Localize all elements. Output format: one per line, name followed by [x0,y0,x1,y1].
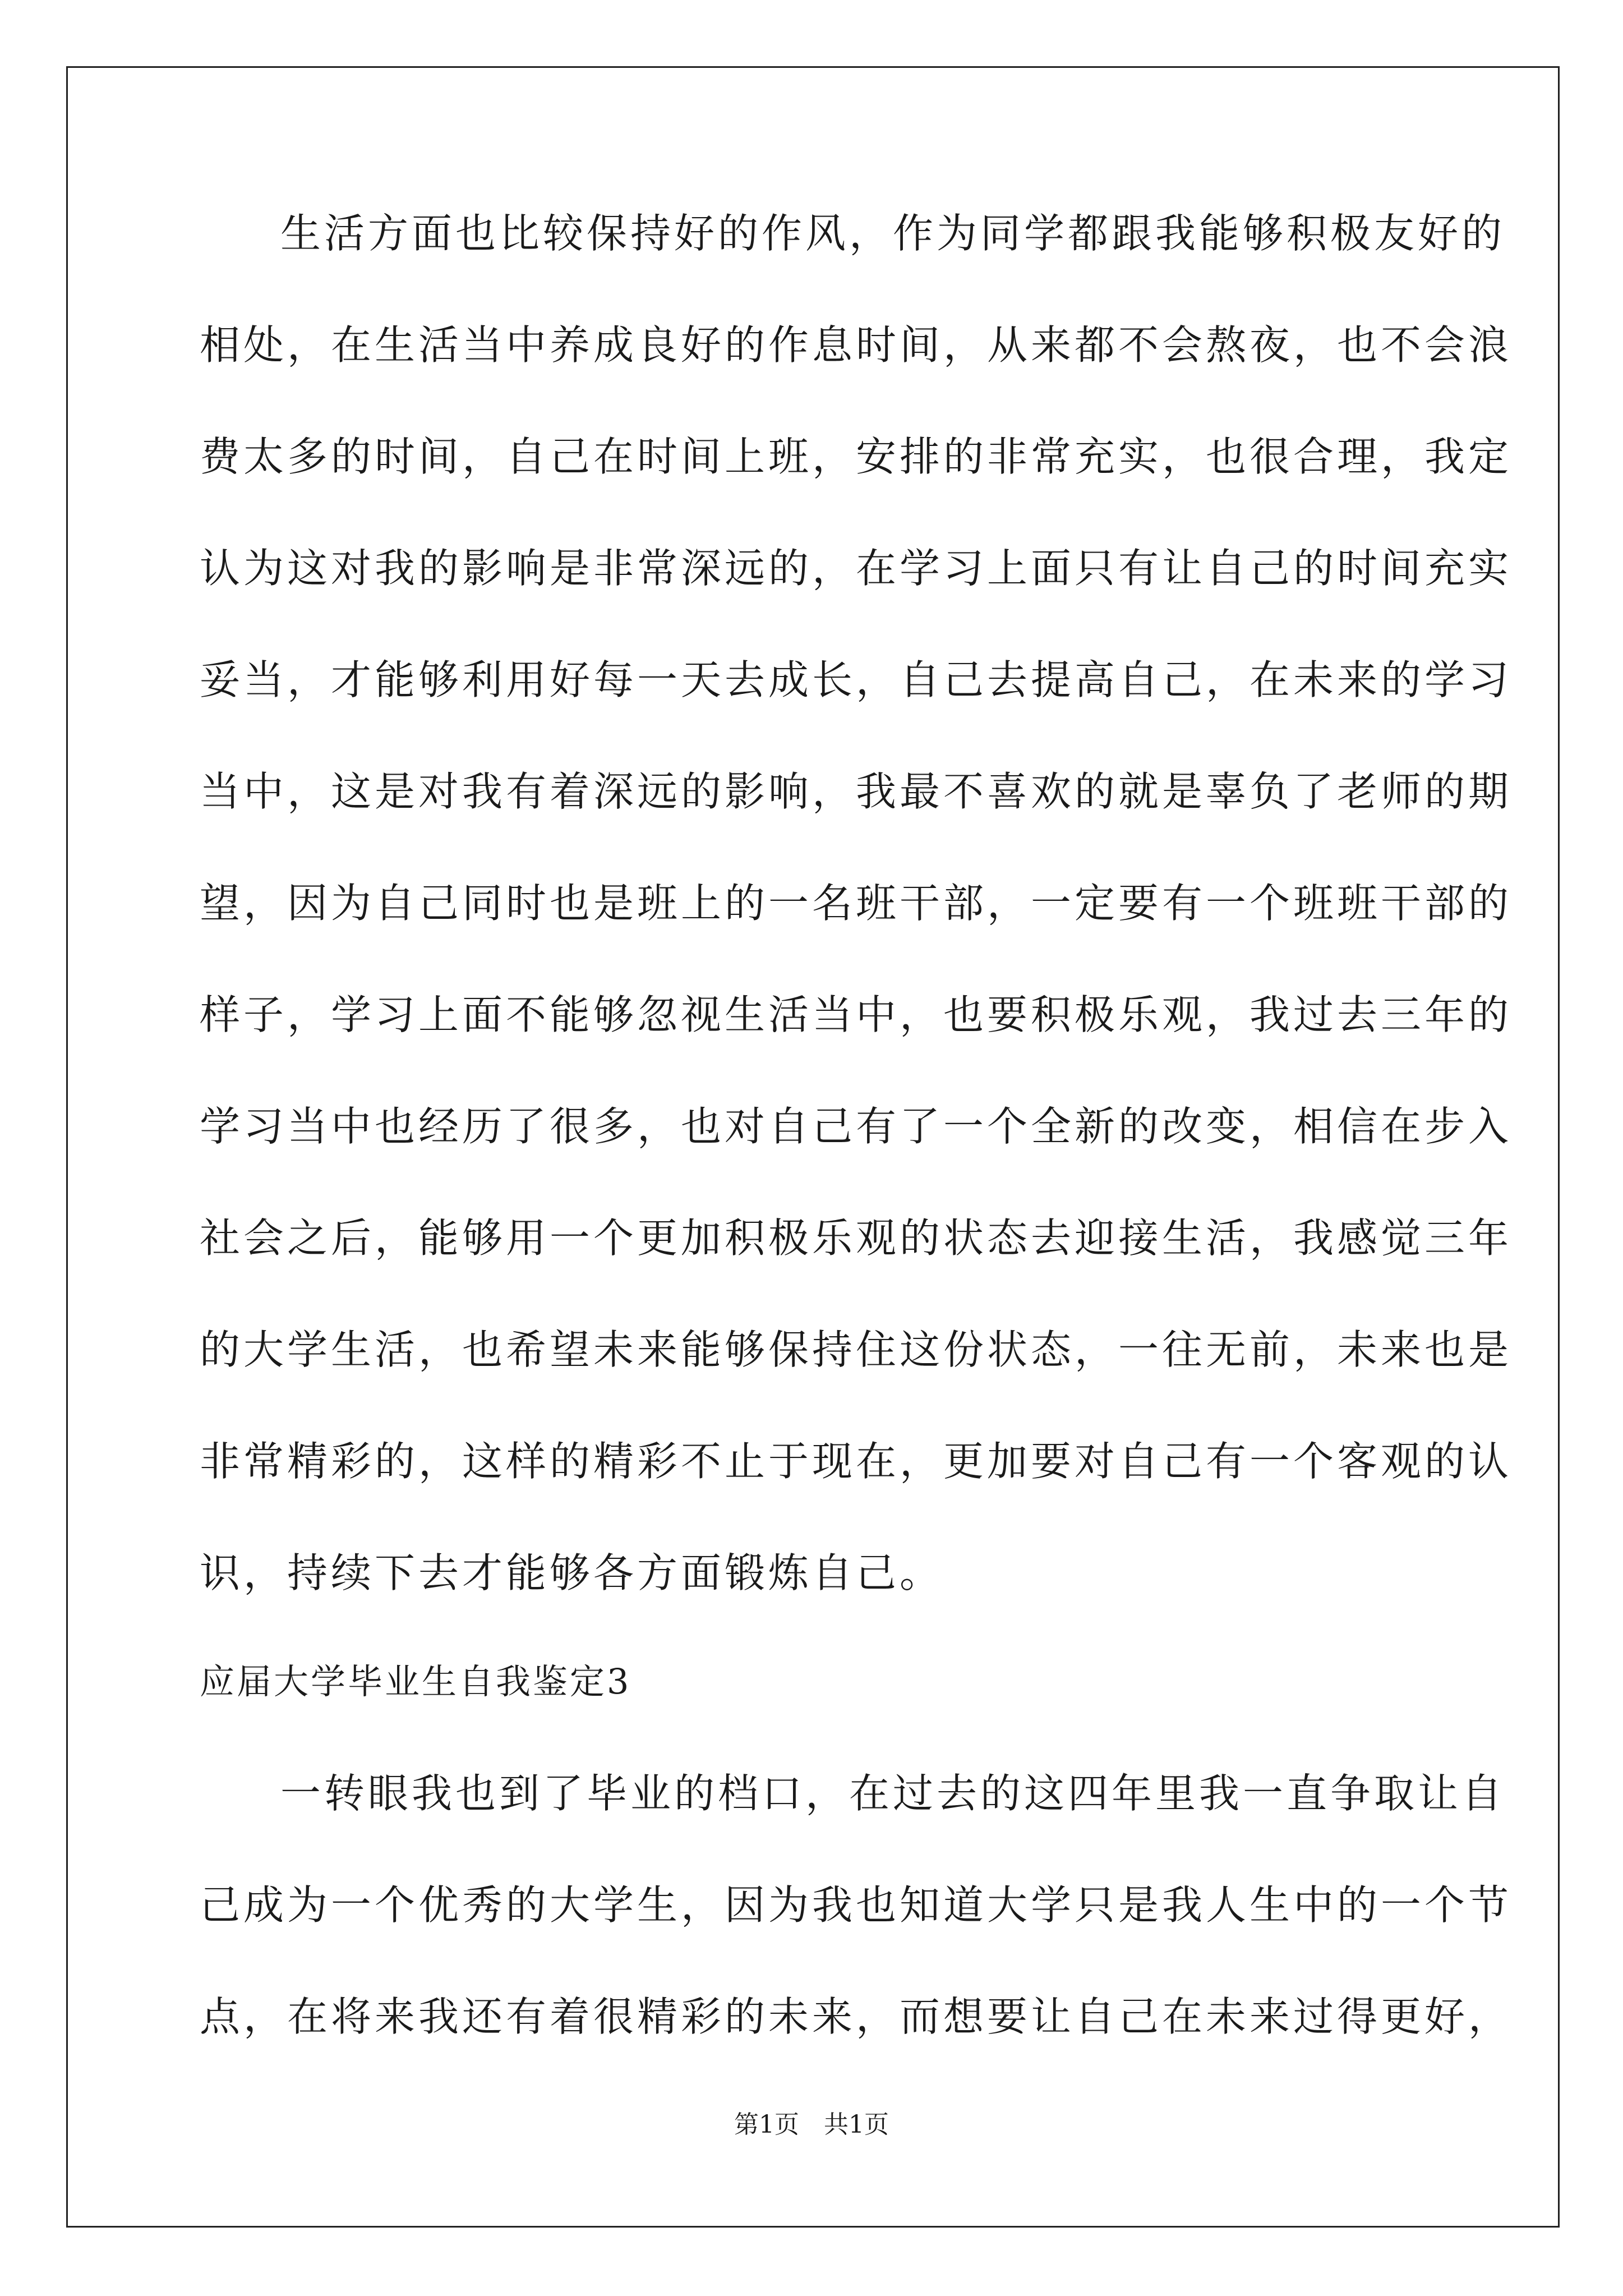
document-body [200,210,1513,2108]
section-heading: 应届大学毕业生自我鉴定3 [200,1661,631,1702]
paragraph-line: 的大学生活，也希望未来能够保持住这份状态，一往无前，未来也是 [200,1326,1513,1373]
paragraph-line: 点，在将来我还有着很精彩的未来，而想要让自己在未来过得更好， [200,1993,1513,2040]
paragraph-line: 非常精彩的，这样的精彩不止于现在，更加要对自己有一个客观的认 [200,1438,1513,1485]
paragraph-line: 望，因为自己同时也是班上的一名班干部，一定要有一个班班干部的 [200,880,1513,927]
paragraph-line: 相处，在生活当中养成良好的作息时间，从来都不会熬夜，也不会浪 [200,321,1513,369]
paragraph-line: 生活方面也比较保持好的作风，作为同学都跟我能够积极友好的 [280,210,1506,257]
paragraph-line: 学习当中也经历了很多，也对自己有了一个全新的改变，相信在步入 [200,1103,1513,1150]
paragraph-line: 一转眼我也到了毕业的档口，在过去的这四年里我一直争取让自 [280,1770,1506,1817]
paragraph-line: 识，持续下去才能够各方面锻炼自己。 [200,1549,944,1596]
paragraph-line: 样子，学习上面不能够忽视生活当中，也要积极乐观，我过去三年的 [200,991,1513,1038]
paragraph-line: 认为这对我的影响是非常深远的，在学习上面只有让自己的时间充实 [200,545,1513,592]
paragraph-line: 费太多的时间，自己在时间上班，安排的非常充实，也很合理，我定 [200,433,1513,480]
page-number-footer: 第1页 共1页 [734,2110,889,2139]
paragraph-line: 当中，这是对我有着深远的影响，我最不喜欢的就是辜负了老师的期 [200,768,1513,815]
paragraph-line: 己成为一个优秀的大学生，因为我也知道大学只是我人生中的一个节 [200,1881,1513,1929]
paragraph-line: 社会之后，能够用一个更加积极乐观的状态去迎接生活，我感觉三年 [200,1214,1513,1262]
paragraph-line: 妥当，才能够利用好每一天去成长，自己去提高自己，在未来的学习 [200,656,1513,703]
paragraph-2 [200,1770,1513,2040]
paragraph-1 [200,210,1513,1596]
